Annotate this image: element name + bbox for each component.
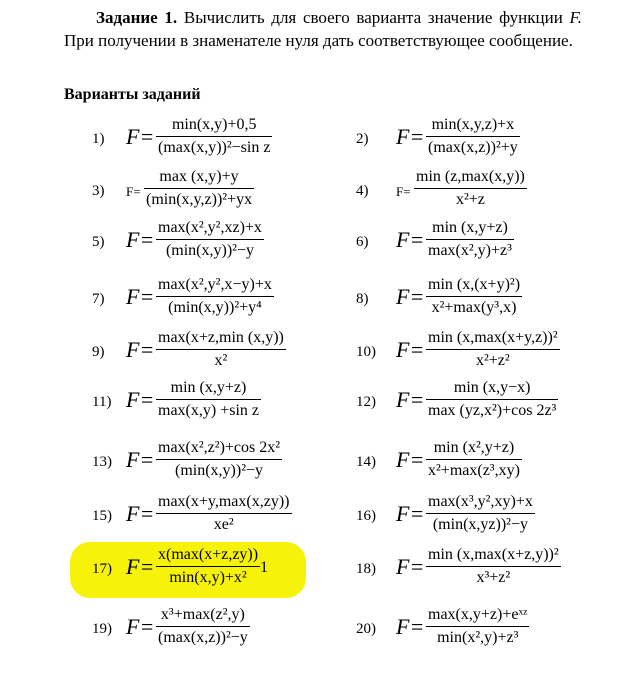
variant-number: 17)	[92, 561, 112, 577]
fraction-bar	[156, 349, 286, 350]
fraction-bar	[156, 566, 260, 567]
function-label: F=	[126, 554, 155, 579]
variant-number: 8)	[356, 291, 369, 307]
fraction-bar	[426, 626, 529, 627]
fraction-bar	[156, 459, 282, 460]
fraction-bar	[156, 513, 292, 514]
numerator: min (x,y−x)	[453, 379, 531, 396]
function-label: F=	[126, 387, 155, 412]
numerator: min (x,y+z)	[432, 219, 508, 236]
variant-number: 15)	[92, 508, 112, 524]
numerator: x(max(x+z,zy))	[158, 546, 259, 563]
denominator: xe²	[213, 516, 234, 533]
function-label: F=	[396, 337, 425, 362]
variant-number: 18)	[356, 561, 376, 577]
fraction	[426, 378, 558, 421]
numerator: min (x²,y+z)	[433, 439, 515, 456]
fraction	[426, 492, 535, 535]
fraction-bar	[426, 239, 514, 240]
fraction	[156, 275, 274, 318]
numerator: max(x,y+z)+eˣᶻ	[428, 606, 528, 623]
numerator: max(x²,y²,x−y)+x	[158, 276, 272, 293]
fraction-bar	[426, 349, 560, 350]
fraction-bar	[426, 399, 558, 400]
denominator: (max(x,z))²+y	[428, 139, 518, 156]
fraction-bar	[144, 188, 254, 189]
fraction-bar	[156, 626, 250, 627]
fraction	[156, 218, 264, 261]
task-statement	[64, 6, 582, 52]
variant-number: 13)	[92, 454, 112, 470]
variant-number: 10)	[356, 344, 376, 360]
function-label: F=	[126, 501, 155, 526]
fraction	[426, 115, 520, 158]
fraction-bar	[426, 566, 561, 567]
fraction-bar	[156, 239, 264, 240]
function-label: F=	[396, 447, 425, 472]
fraction	[414, 167, 527, 210]
function-label: F=	[126, 227, 155, 252]
denominator: x²+max(z³,xy)	[428, 462, 520, 479]
function-label: F=	[396, 614, 425, 639]
fraction	[156, 605, 250, 648]
variant-number: 6)	[356, 234, 369, 250]
numerator: min(x,y,z)+x	[431, 116, 515, 133]
fraction	[156, 438, 282, 481]
numerator: max(x²,z²)+cos 2x²	[158, 439, 281, 456]
variants-title: Варианты заданий	[64, 86, 201, 103]
fraction	[426, 275, 522, 318]
denominator: (max(x,z))²−y	[158, 629, 248, 646]
numerator: min(x,y)+0,5	[171, 116, 257, 133]
fraction	[156, 115, 272, 158]
task-function-name: F.	[569, 8, 582, 27]
denominator: min(x,y)+x²	[169, 569, 247, 586]
variant-number: 1)	[92, 131, 105, 147]
numerator: min (x,(x+y)²)	[428, 276, 521, 293]
variant-number: 5)	[92, 234, 105, 250]
denominator: max (yz,x²)+cos 2z³	[428, 402, 557, 419]
formula-tail: 1	[260, 559, 268, 576]
fraction-bar	[426, 136, 520, 137]
denominator: (max(x,y))²−sin z	[158, 139, 271, 156]
fraction	[426, 328, 560, 371]
fraction-bar	[426, 459, 522, 460]
denominator: max(x,y) +sin z	[158, 402, 259, 419]
denominator: (min(x,y))²−y	[165, 242, 254, 259]
function-label: F=	[396, 387, 425, 412]
fraction	[156, 378, 261, 421]
fraction	[426, 218, 514, 261]
fraction	[156, 545, 260, 588]
task-text-2: При получении в знаменателе нуля дать соответствующее сообщение.	[64, 31, 573, 50]
function-label: F=	[126, 124, 155, 149]
task-title: Задание 1.	[96, 8, 178, 27]
fraction-bar	[156, 399, 261, 400]
variant-number: 7)	[92, 291, 105, 307]
numerator: min (x,max(x+y,z))²	[428, 329, 558, 346]
variant-number: 20)	[356, 621, 376, 637]
function-label: F=	[396, 284, 425, 309]
fraction-bar	[156, 136, 272, 137]
denominator: x²+z	[455, 191, 485, 208]
fraction	[426, 605, 529, 648]
fraction-bar	[156, 296, 274, 297]
fraction-bar	[426, 296, 522, 297]
variant-number: 9)	[92, 344, 105, 360]
variant-number: 19)	[92, 621, 112, 637]
fraction	[426, 545, 561, 588]
numerator: x³+max(z²,y)	[160, 606, 245, 623]
variant-number: 2)	[356, 131, 369, 147]
variant-number: 16)	[356, 508, 376, 524]
fraction	[144, 167, 254, 210]
numerator: min (x,y+z)	[170, 379, 247, 396]
denominator: min(x²,y)+z³	[437, 629, 519, 646]
fraction	[156, 328, 286, 371]
denominator: x²	[214, 352, 228, 369]
denominator: (min(x,y))²−y	[175, 462, 264, 479]
numerator: max(x³,y²,xy)+x	[428, 493, 533, 510]
numerator: max(x+y,max(x,zy))	[158, 493, 290, 510]
function-label: F=	[396, 501, 425, 526]
variant-number: 11)	[92, 394, 112, 410]
function-label: F=	[396, 184, 411, 199]
variant-number: 14)	[356, 454, 376, 470]
denominator: (min(x,yz))²−y	[432, 516, 528, 533]
numerator: max (x,y)+y	[159, 168, 239, 185]
variant-number: 4)	[356, 183, 369, 199]
function-label: F=	[126, 337, 155, 362]
denominator: (min(x,y,z))²+yx	[146, 191, 253, 208]
variant-number: 3)	[92, 183, 105, 199]
function-label: F=	[396, 124, 425, 149]
function-label: F=	[396, 227, 425, 252]
denominator: (min(x,y))²+y⁴	[168, 299, 262, 316]
fraction	[426, 438, 522, 481]
fraction-bar	[426, 513, 535, 514]
numerator: min (z,max(x,y))	[416, 168, 525, 185]
numerator: max(x²,y²,xz)+x	[158, 219, 262, 236]
task-text: Вычислить для своего варианта значение функции	[183, 8, 563, 27]
denominator: x³+z²	[476, 569, 511, 586]
function-label: F=	[396, 554, 425, 579]
numerator: min (x,max(x+z,y))²	[428, 546, 559, 563]
fraction-bar	[414, 188, 527, 189]
fraction	[156, 492, 292, 535]
variant-number: 12)	[356, 394, 376, 410]
denominator: x²+max(y³,x)	[431, 299, 517, 316]
denominator: x²+z²	[475, 352, 510, 369]
function-label: F=	[126, 284, 155, 309]
denominator: max(x²,y)+z³	[428, 242, 512, 259]
function-label: F=	[126, 614, 155, 639]
function-label: F=	[126, 447, 155, 472]
numerator: max(x+z,min (x,y))	[158, 329, 284, 346]
function-label: F=	[126, 184, 141, 199]
